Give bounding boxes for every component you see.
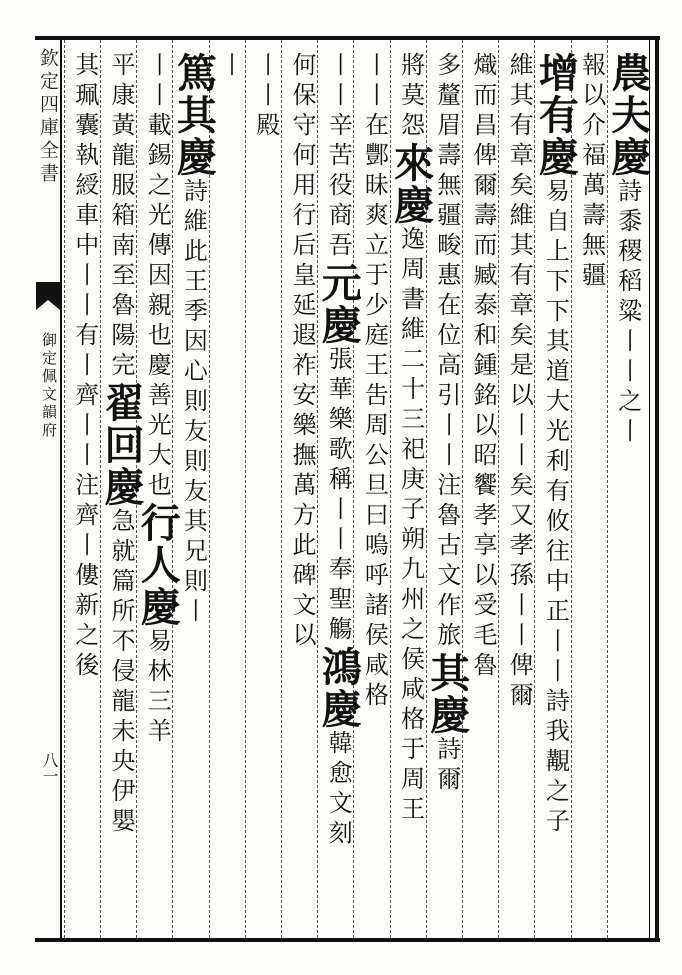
entry-heading: 翟回慶	[98, 382, 145, 508]
entry-text: 詩爾	[432, 736, 461, 796]
entry-text: 逸周書維二十三祀庚子朔九州之侯咸格于周王	[396, 226, 425, 826]
margin-strip-rule	[60, 40, 62, 938]
column-divider	[64, 40, 65, 938]
entry-text: 丨丨在酆昧爽立于少庭王吿周公旦曰嗚呼諸侯咸格	[360, 52, 389, 712]
entry-heading: 來慶	[387, 142, 435, 226]
entry-text: 張華樂歌稱丨丨奉聖觴	[324, 346, 353, 646]
entry-text: 韓愈文刻	[324, 730, 353, 850]
fish-tail-icon	[36, 282, 60, 310]
entry-text: 將莫怨	[396, 52, 425, 142]
entry-text: 丨丨載錫之光傳因親也慶善光大也	[143, 52, 172, 502]
text-column	[246, 52, 286, 932]
text-column	[315, 52, 363, 932]
text-column	[282, 52, 322, 932]
frame-top-rule	[35, 36, 660, 40]
frame-bottom-rule	[35, 938, 660, 942]
margin-book-title: 欽定四庫全書	[37, 48, 59, 186]
margin-book-name: 御定佩文韻府	[40, 332, 58, 440]
entry-text: 何保守何用行后皇延遐祚安樂撫萬方此碑文以	[288, 52, 316, 652]
text-column	[210, 52, 250, 932]
entry-text: 平康黃龍服箱南至魯陽完	[107, 52, 135, 382]
text-column	[387, 52, 435, 932]
text-column	[65, 52, 105, 932]
entry-text: 易自上下下其道大光利有攸往中正丨丨詩我覯之子	[541, 178, 570, 838]
text-column	[499, 52, 539, 932]
entry-text: 急就篇所不侵龍未央伊嬰	[107, 508, 135, 838]
entry-text: 丨丨殿	[251, 52, 280, 142]
text-column	[604, 52, 652, 932]
entry-heading: 其慶	[423, 652, 471, 736]
entry-text: 丨丨辛苦役商吾	[324, 52, 353, 262]
entry-text: 多釐眉壽無疆畯惠在位高引丨丨注魯古文作旅	[432, 52, 461, 652]
entry-heading: 增有慶	[532, 52, 580, 178]
entry-text: 報以介福萬壽無疆	[577, 52, 606, 292]
frame-right-rule	[655, 36, 659, 942]
entry-heading: 行人慶	[134, 502, 182, 628]
text-column	[532, 52, 580, 932]
text-column	[170, 52, 218, 932]
text-column	[572, 52, 612, 932]
entry-heading: 元慶	[315, 262, 363, 346]
entry-text: 易林三羊	[143, 628, 172, 748]
entry-text: 丨	[215, 52, 244, 82]
entry-heading: 鴻慶	[315, 646, 363, 730]
entry-text: 詩黍稷稻粱丨丨之丨	[613, 178, 642, 448]
entry-text: 其珮囊執綬車中丨丨有丨齊丨丨注齊丨僂新之後	[70, 52, 99, 682]
text-column	[354, 52, 394, 932]
entry-heading: 篤其慶	[170, 52, 218, 178]
entry-text: 熾而昌俾爾壽而臧泰和鍾銘以昭饗孝享以受毛魯	[469, 52, 497, 682]
entry-heading: 農夫慶	[604, 52, 652, 178]
entry-text: 詩維此王季因心則友則友其兄則丨	[179, 178, 208, 628]
text-column	[98, 52, 145, 932]
entry-text: 維其有章矣維其有章矣是以丨丨矣又孝孫丨丨俾爾	[505, 52, 534, 712]
text-column	[463, 52, 503, 932]
page-number: 八一	[40, 752, 59, 784]
